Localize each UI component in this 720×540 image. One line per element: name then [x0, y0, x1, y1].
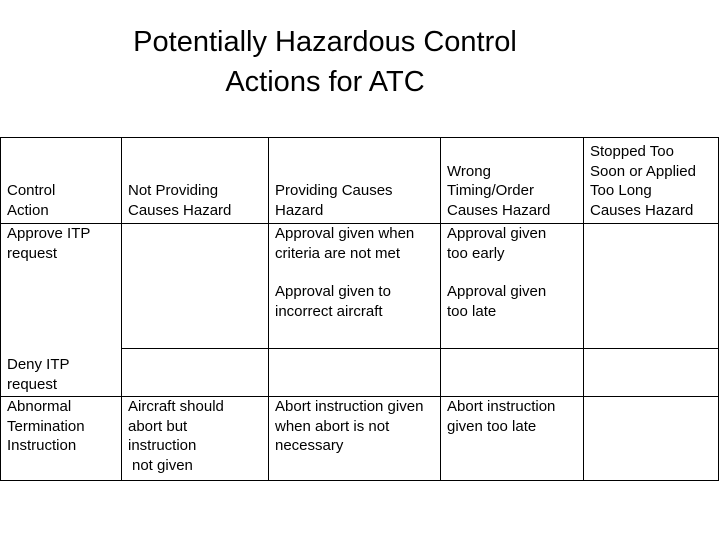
cell-text: Approval given when [275, 225, 415, 242]
cell-wrong-timing [441, 349, 584, 397]
cell-text: instruction [128, 437, 197, 454]
table-row [1, 349, 719, 397]
cell-providing [269, 224, 441, 349]
table-row [1, 397, 719, 481]
header-text: Causes Hazard [447, 201, 551, 219]
cell-wrong-timing [441, 397, 584, 481]
header-text: Control [7, 182, 56, 199]
cell-text: Abnormal [7, 398, 72, 415]
header-text: Stopped Too [590, 143, 674, 160]
cell-text: Approval given to [275, 283, 391, 300]
cell-text: incorrect aircraft [275, 302, 383, 320]
cell-stopped-too-soon [584, 349, 719, 397]
header-providing [269, 138, 441, 224]
cell-text: not given [132, 456, 193, 474]
header-text: Causes Hazard [590, 201, 694, 219]
cell-control-action [1, 224, 122, 349]
cell-providing [269, 397, 441, 481]
header-text: Providing Causes [275, 182, 393, 199]
title-line-1: Potentially Hazardous Control [133, 26, 517, 58]
cell-text: Abort instruction [447, 398, 556, 415]
header-text: Wrong [447, 162, 491, 180]
header-wrong-timing [441, 138, 584, 224]
header-stopped-too-soon [584, 138, 719, 224]
cell-stopped-too-soon [584, 397, 719, 481]
cell-text: criteria are not met [275, 244, 401, 262]
cell-text: Termination [7, 417, 85, 435]
header-text: Action [7, 201, 49, 219]
page-title [30, 22, 620, 102]
table-row [1, 224, 719, 349]
cell-text: necessary [275, 437, 344, 454]
cell-text: Approve ITP [7, 225, 91, 242]
cell-not-providing [122, 397, 269, 481]
header-text: Too Long [590, 182, 652, 199]
cell-text: when abort is not [275, 417, 390, 435]
header-text: Soon or Applied [590, 162, 696, 180]
cell-not-providing [122, 349, 269, 397]
cell-stopped-too-soon [584, 224, 719, 349]
cell-text: too late [447, 302, 497, 320]
cell-text: Deny ITP [7, 356, 70, 373]
cell-text: abort but [128, 417, 188, 435]
cell-text: Approval given [447, 225, 547, 242]
cell-text: Abort instruction given [275, 398, 424, 415]
cell-text: too early [447, 244, 505, 262]
cell-text: Aircraft should [128, 398, 224, 415]
hazard-table [0, 137, 719, 481]
cell-text: Approval given [447, 283, 547, 300]
header-control-action [1, 138, 122, 224]
header-not-providing [122, 138, 269, 224]
header-text: Hazard [275, 201, 324, 219]
header-row [1, 138, 719, 224]
cell-text: request [7, 244, 58, 262]
cell-control-action [1, 349, 122, 397]
header-text: Not Providing [128, 182, 219, 199]
header-text: Timing/Order [447, 182, 534, 199]
header-text: Causes Hazard [128, 201, 232, 219]
cell-text: Instruction [7, 437, 77, 454]
cell-text: request [7, 375, 58, 393]
cell-providing [269, 349, 441, 397]
cell-control-action [1, 397, 122, 481]
cell-not-providing [122, 224, 269, 349]
cell-wrong-timing [441, 224, 584, 349]
cell-text: given too late [447, 417, 537, 435]
title-line-2: Actions for ATC [225, 66, 425, 98]
